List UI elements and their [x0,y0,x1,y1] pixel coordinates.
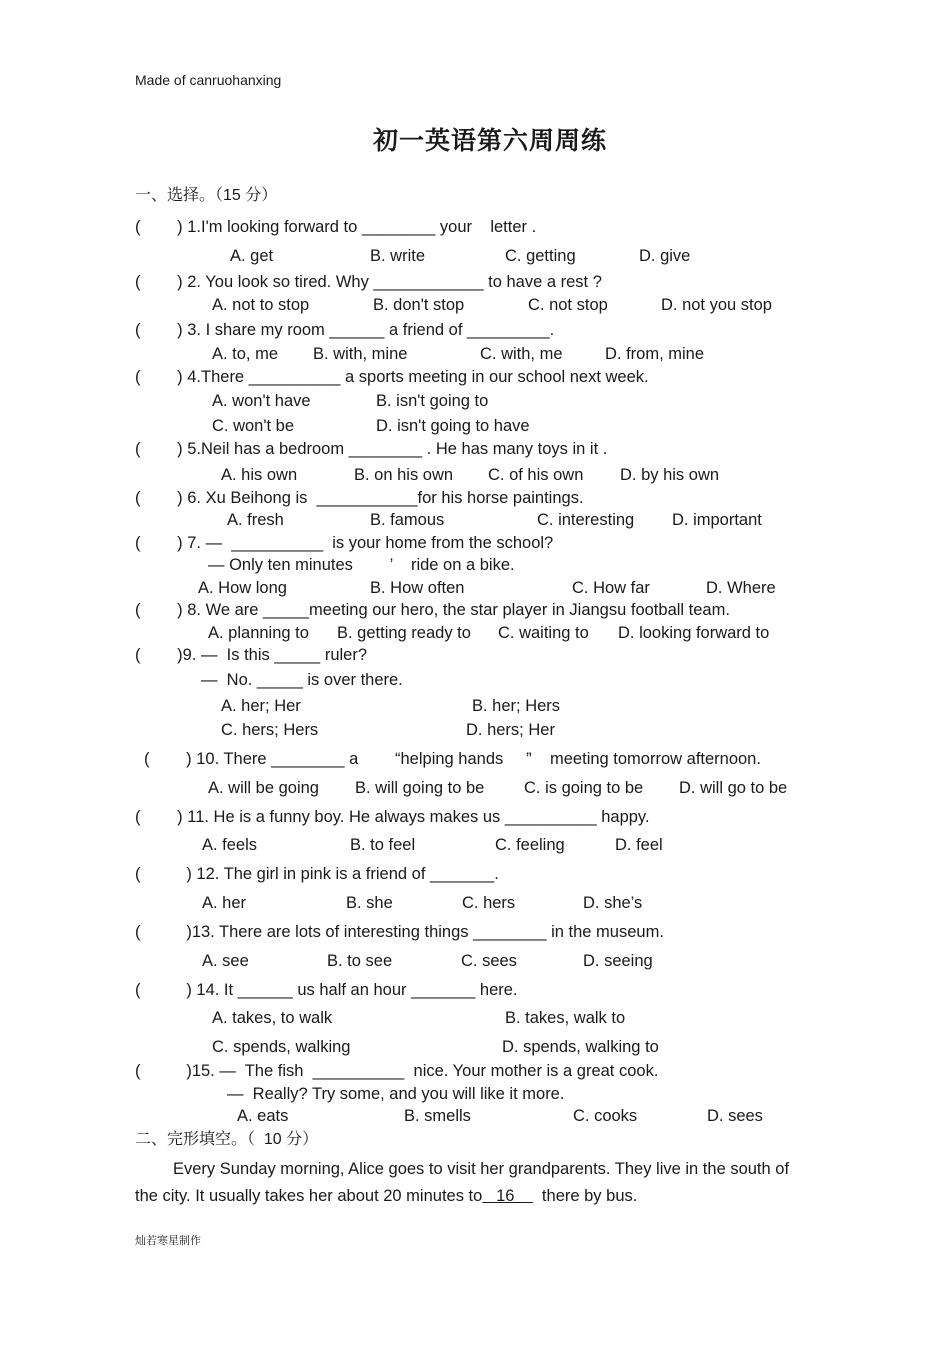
question-6-option-d: D. important [672,511,762,529]
question-2-option-c: C. not stop [528,296,608,314]
question-1-option-c: C. getting [505,247,576,265]
question-10-option-c: C. is going to be [524,779,644,797]
question-2-option-b: B. don't stop [373,296,465,314]
question-13-option-d: D. seeing [583,952,653,970]
question-3-option-d: D. from, mine [605,345,705,363]
question-4-option-c: C. won't be [212,417,295,435]
question-11-option-c: C. feeling [495,836,565,854]
question-3-option-a: A. to, me [212,345,279,363]
question-4-option-a: A. won't have [212,392,311,410]
question-14-option-b: B. takes, walk to [505,1009,626,1027]
question-9-option-a: A. her; Her [221,697,301,715]
question-11-stem: ( ) 11. He is a funny boy. He always makes us __________ happy. [135,808,650,826]
question-15-option-c: C. cooks [573,1107,638,1125]
question-5-option-c: C. of his own [488,466,584,484]
page-title: 初一英语第六周周练 [372,126,607,155]
question-14-stem: ( ) 14. It ______ us half an hour _______ here. [135,981,518,999]
question-5-option-d: D. by his own [620,466,720,484]
question-10-option-d: D. will go to be [679,779,788,797]
question-4-option-d: D. isn't going to have [376,417,530,435]
question-5-stem: ( ) 5.Neil has a bedroom ________ . He has many toys in it . [135,440,608,458]
question-11-option-d: D. feel [615,836,663,854]
question-14-option-c: C. spends, walking [212,1038,351,1056]
question-7-option-b: B. How often [370,579,465,597]
question-8-option-b: B. getting ready to [337,624,471,642]
question-15-option-d: D. sees [707,1107,763,1125]
cloze-blank-16: 16 [482,1187,533,1205]
question-7-option-a: A. How long [198,579,287,597]
question-3-stem: ( ) 3. I share my room ______ a friend of _________. [135,321,555,339]
question-6-option-a: A. fresh [227,511,284,529]
question-9-answer-line: — No. _____ is over there. [201,671,403,689]
question-1-option-d: D. give [639,247,691,265]
question-14-option-a: A. takes, to walk [212,1009,333,1027]
question-15-answer-line: — Really? Try some, and you will like it more. [227,1085,565,1103]
question-15-option-b: B. smells [404,1107,471,1125]
question-1-stem: ( ) 1.I'm looking forward to ________ your letter . [135,218,537,236]
question-6-option-c: C. interesting [537,511,635,529]
header-made-by: Made of canruohanxing [135,72,282,88]
question-14-option-d: D. spends, walking to [502,1038,659,1056]
question-6-stem: ( ) 6. Xu Beihong is ___________for his horse paintings. [135,489,584,507]
question-9-stem: ( )9. — Is this _____ ruler? [135,646,368,664]
cloze-paragraph-line-2 [135,1188,637,1205]
question-4-stem: ( ) 4.There __________ a sports meeting in our school next week. [135,368,649,386]
question-13-option-b: B. to see [327,952,393,970]
question-10-option-a: A. will be going [208,779,319,797]
question-12-option-a: A. her [202,894,247,912]
question-2-stem: ( ) 2. You look so tired. Why ____________ to have a rest ? [135,273,602,291]
question-11-option-a: A. feels [202,836,258,854]
question-10-option-b: B. will going to be [355,779,485,797]
footer-maker: 灿若寒星制作 [135,1235,201,1247]
question-15-stem: ( )15. — The fish __________ nice. Your mother is a great cook. [135,1062,659,1080]
question-12-stem: ( ) 12. The girl in pink is a friend of _______. [135,865,499,883]
question-13-stem: ( )13. There are lots of interesting things ________ in the museum. [135,923,664,941]
question-9-option-b: B. her; Hers [472,697,561,715]
question-2-option-a: A. not to stop [212,296,310,314]
question-7-answer-line: — Only ten minutes ’ ride on a bike. [208,556,515,574]
question-4-option-b: B. isn't going to [376,392,489,410]
question-8-option-d: D. looking forward to [618,624,770,642]
question-8-stem: ( ) 8. We are _____meeting our hero, the star player in Jiangsu football team. [135,601,730,619]
question-5-option-a: A. his own [221,466,298,484]
question-10-stem: ( ) 10. There ________ a “helping hands ” meeting tomorrow afternoon. [144,750,761,768]
question-15-option-a: A. eats [237,1107,289,1125]
question-6-option-b: B. famous [370,511,445,529]
question-7-option-c: C. How far [572,579,650,597]
question-13-option-c: C. sees [461,952,517,970]
question-2-option-d: D. not you stop [661,296,772,314]
question-12-option-b: B. she [346,894,393,912]
cloze-text-after-blank: there by bus. [532,1187,638,1205]
question-7-option-d: D. Where [706,579,776,597]
question-1-option-b: B. write [370,247,426,265]
question-11-option-b: B. to feel [350,836,416,854]
question-3-option-c: C. with, me [480,345,563,363]
cloze-text-before-blank: the city. It usually takes her about 20 minutes to [135,1187,483,1205]
question-12-option-c: C. hers [462,894,516,912]
question-13-option-a: A. see [202,952,249,970]
question-5-option-b: B. on his own [354,466,454,484]
question-9-option-d: D. hers; Her [466,721,555,739]
question-7-stem: ( ) 7. — __________ is your home from the school? [135,534,554,552]
question-8-option-a: A. planning to [208,624,309,642]
question-1-option-a: A. get [230,247,274,265]
section-2-heading: 二、完形填空。（ 10 分） [135,1131,319,1148]
question-3-option-b: B. with, mine [313,345,408,363]
question-8-option-c: C. waiting to [498,624,589,642]
cloze-paragraph-line-1: Every Sunday morning, Alice goes to visit her grandparents. They live in the south of [173,1160,790,1178]
section-1-heading: 一、选择。（15 分） [135,187,278,204]
question-9-option-c: C. hers; Hers [221,721,319,739]
question-12-option-d: D. she’s [583,894,643,912]
